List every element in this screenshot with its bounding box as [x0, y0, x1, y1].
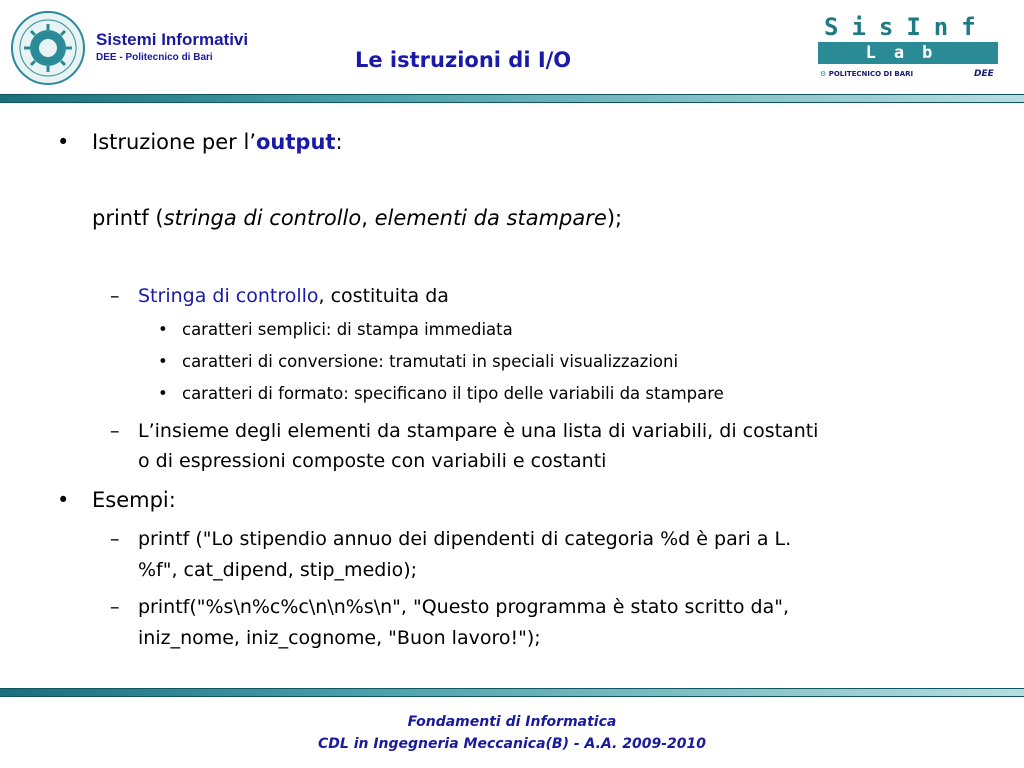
footer-divider: [0, 688, 1024, 697]
slide-title: Le istruzioni di I/O: [355, 48, 572, 72]
printf-arg-elements: elementi da stampare: [374, 206, 607, 230]
list-item: caratteri di formato: specificano il tipo delle variabili da stampare: [182, 384, 724, 403]
bullet-dot-icon: •: [158, 320, 168, 339]
university-seal-icon: [10, 10, 86, 86]
bullet-output-prefix: Istruzione per l’: [92, 130, 256, 154]
logo-foot-label: POLITECNICO DI BARI: [828, 70, 914, 78]
printf-suffix: );: [606, 206, 623, 230]
printf-prefix: printf (: [92, 206, 164, 230]
control-string-rest: , costituita da: [318, 285, 449, 307]
list-item: caratteri semplici: di stampa immediata: [182, 320, 513, 339]
logo-dee-text: DEE: [974, 69, 994, 79]
example1-line2: %f", cat_dipend, stip_medio);: [138, 559, 418, 581]
example1-line1: printf ("Lo stipendio annuo dei dipendenti di categoria %d è pari a L.: [138, 528, 792, 550]
footer-course: Fondamenti di Informatica: [407, 714, 617, 730]
bullet-output-suffix: :: [335, 130, 343, 154]
bullet-output: [92, 130, 343, 154]
bullet-dot-icon: •: [57, 130, 70, 154]
sub-bullet-elements-line1: L’insieme degli elementi da stampare è una lista di variabili, di costanti: [138, 420, 819, 442]
dash-icon: –: [110, 528, 120, 550]
logo-bar-text: Lab: [818, 42, 998, 64]
dash-icon: –: [110, 285, 120, 307]
org-title: Sistemi Informativi: [96, 30, 249, 49]
printf-syntax: [92, 206, 622, 230]
gear-icon: ⚙: [820, 70, 827, 78]
example2-line2: iniz_nome, iniz_cognome, "Buon lavoro!");: [138, 627, 541, 649]
bullet-dot-icon: •: [158, 384, 168, 403]
printf-arg-control: stringa di controllo: [163, 206, 362, 230]
dash-icon: –: [110, 596, 120, 618]
dash-icon: –: [110, 420, 120, 442]
list-item: caratteri di conversione: tramutati in speciali visualizzazioni: [182, 352, 679, 371]
control-string-highlight: Stringa di controllo: [138, 285, 319, 307]
bullet-dot-icon: •: [158, 352, 168, 371]
example2-line1: printf("%s\n%c%c\n\n%s\n", "Questo programma è stato scritto da",: [138, 596, 790, 618]
sisinf-lab-logo: [818, 14, 998, 86]
bullet-output-keyword: output: [256, 130, 336, 154]
slide-header: [0, 0, 1024, 100]
sub-bullet-elements-line2: o di espressioni composte con variabili e costanti: [138, 450, 607, 472]
logo-top-text: SisInf: [824, 13, 989, 41]
org-subtitle: DEE - Politecnico di Bari: [96, 52, 213, 63]
bullet-dot-icon: •: [57, 488, 70, 512]
header-divider: [0, 94, 1024, 103]
logo-foot-text: [820, 70, 913, 78]
printf-sep: ,: [361, 206, 375, 230]
sub-bullet-control-string: [138, 285, 449, 307]
footer-degree: CDL in Ingegneria Meccanica(B) - A.A. 2009-2010: [318, 736, 706, 752]
bullet-examples: Esempi:: [92, 488, 176, 512]
